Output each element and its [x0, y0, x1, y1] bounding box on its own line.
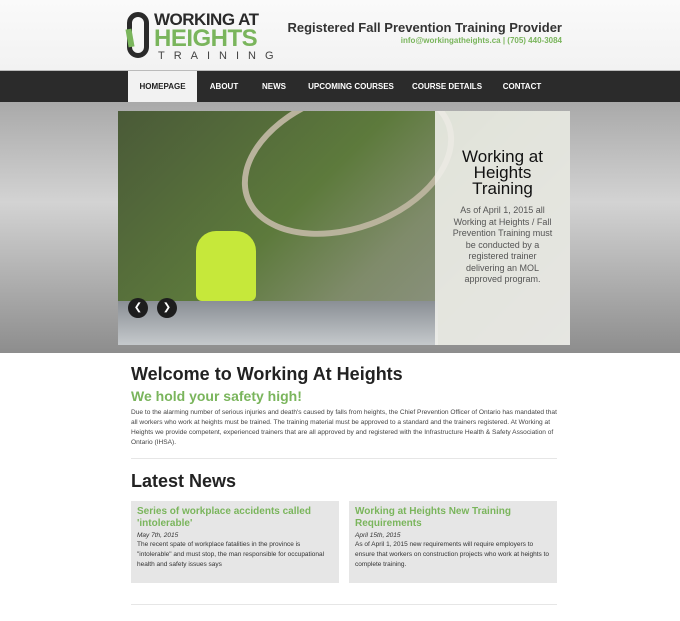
divider — [131, 458, 557, 459]
slide-image-worker — [196, 231, 256, 301]
news-summary: The recent spate of workplace fatalities in the province is "intolerable" and must stop, the man responsible for occupational health and safety issues says — [137, 541, 325, 568]
divider — [131, 604, 557, 605]
news-date: May 7th, 2015 — [137, 532, 179, 539]
logo[interactable] — [127, 10, 283, 62]
carabiner-icon — [127, 12, 149, 58]
site-header — [0, 0, 680, 70]
news-title[interactable]: Series of workplace accidents called 'intolerable' — [137, 506, 311, 529]
nav-contact[interactable]: CONTACT — [502, 82, 542, 91]
chevron-left-icon[interactable]: ❮ — [128, 298, 148, 318]
welcome-subtitle: We hold your safety high! — [131, 388, 302, 404]
nav-news[interactable]: NEWS — [262, 82, 286, 91]
tagline: Registered Fall Prevention Training Provider — [287, 20, 562, 35]
slide-title: Working at Heights Training — [462, 147, 543, 198]
hero-banner — [0, 102, 680, 353]
separator: | — [500, 36, 508, 45]
logo-line2: HEIGHTS — [154, 25, 258, 52]
logo-line3: TRAINING — [158, 50, 283, 62]
welcome-title: Welcome to Working At Heights — [131, 364, 403, 384]
email-link[interactable]: info@workingatheights.ca — [400, 36, 501, 45]
main-content — [131, 364, 557, 568]
news-card[interactable] — [349, 501, 557, 583]
latest-news-title: Latest News — [131, 471, 237, 491]
hero-slide — [118, 111, 570, 345]
contact-info — [401, 36, 562, 45]
welcome-body: Due to the alarming number of serious injuries and death's caused by falls from heights, the Chief Prevention Officer of Ontario has mandated that all workers who work at heights must be trained. The training material must be approved to a standard and the trainers registered. At Working at Heights we provide competent, experienced trainers that are all approved by and registered with the Infrastructure Health & Safety Association of Ontario (IHSA). — [131, 409, 557, 446]
nav-homepage[interactable]: HOMEPAGE — [128, 71, 197, 102]
nav-about[interactable]: ABOUT — [209, 82, 239, 91]
slide-text: As of April 1, 2015 all Working at Heights / Fall Prevention Training must be conducted by a registered trainer delivering an MOL approved program. — [452, 205, 553, 284]
news-date: April 15th, 2015 — [355, 532, 401, 539]
main-nav — [0, 70, 680, 102]
slide-caption — [435, 111, 570, 345]
news-title[interactable]: Working at Heights New Training Requirements — [355, 506, 511, 529]
phone: (705) 440-3084 — [507, 36, 562, 45]
news-card[interactable] — [131, 501, 339, 583]
news-summary: As of April 1, 2015 new requirements will require employers to ensure that workers on construction projects who work at heights to complete training. — [355, 541, 550, 568]
chevron-right-icon[interactable]: ❯ — [157, 298, 177, 318]
nav-course-details[interactable]: COURSE DETAILS — [411, 82, 483, 91]
logo-line1: WORKING AT — [154, 10, 259, 29]
nav-upcoming-courses[interactable]: UPCOMING COURSES — [308, 82, 394, 91]
